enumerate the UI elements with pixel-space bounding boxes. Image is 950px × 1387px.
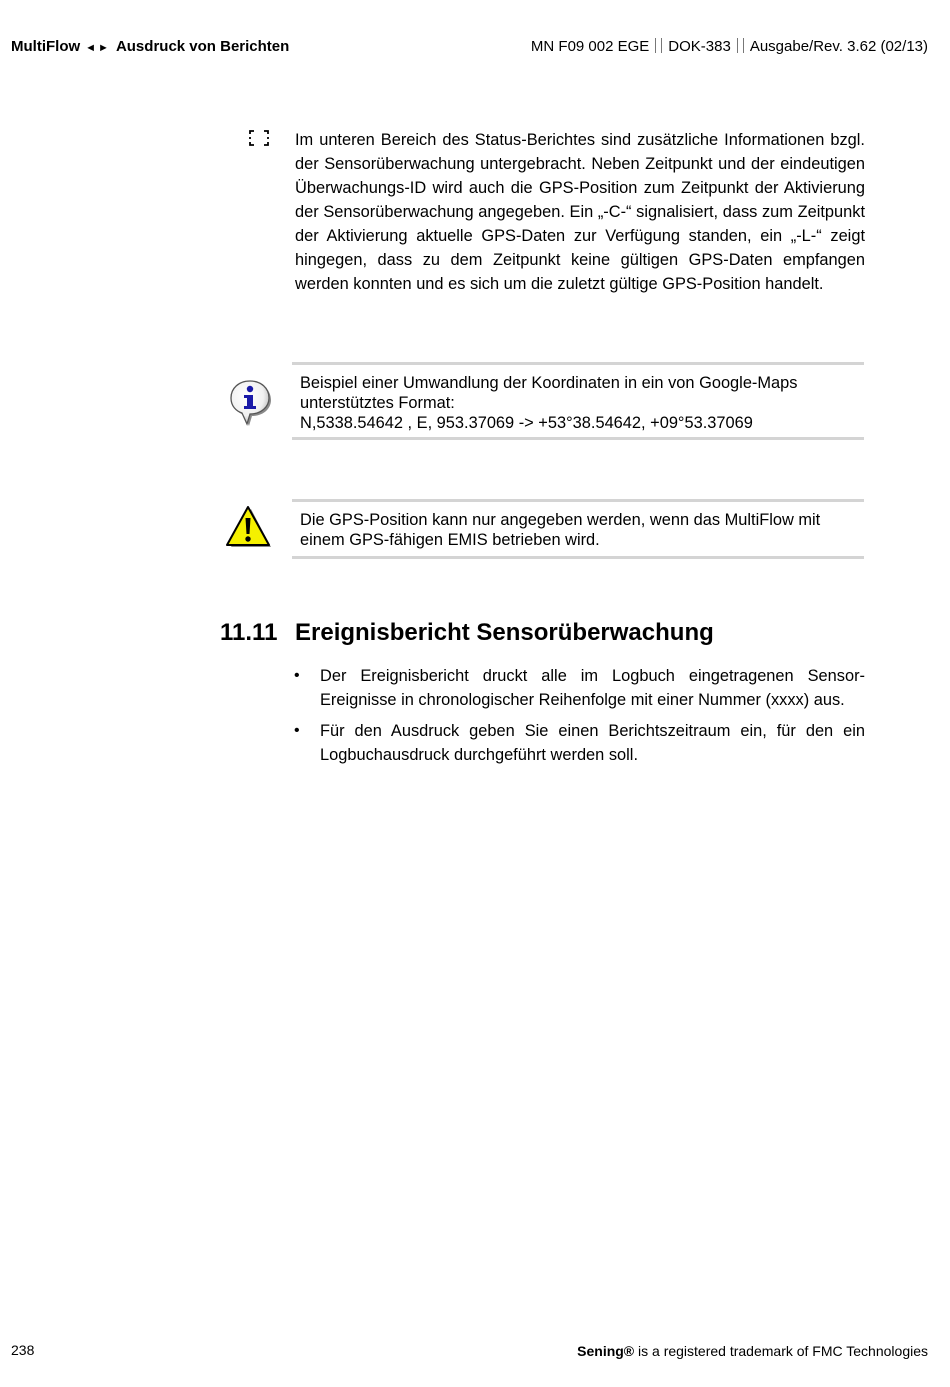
header-doc-number: MN F09 002 EGE	[530, 38, 650, 55]
trademark-notice	[577, 1343, 928, 1359]
section-title: Ereignisbericht Sensorüberwachung	[295, 619, 714, 646]
header-separator	[655, 38, 662, 53]
intro-paragraph: Im unteren Bereich des Status-Berichtes sind zusätzliche Informationen bzgl. der Sensorüberwachung untergebracht. Neben Zeitpunkt und der eindeutigen Überwachungs-ID wird auch die GPS-Position zum Zeitpunkt der Aktivierung der Sensorüberwachung angegeben. Ein „-C-“ signalisiert, dass zum Zeitpunkt der Aktivierung aktuelle GPS-Daten zur Verfügung standen, ein „-L-“ zeigt hingegen, dass zu dem Zeitpunkt keine gültigen GPS-Daten empfangen werden konnten und es sich um die zuletzt gültige GPS-Position handelt.	[295, 131, 865, 293]
warning-box-line: Die GPS-Position kann nur angegeben werden, wenn das MultiFlow mit	[300, 511, 821, 529]
header-doc-info	[531, 38, 928, 55]
bullet-icon: •	[294, 667, 300, 684]
info-box-text	[300, 373, 797, 433]
page-footer	[11, 1342, 928, 1362]
warning-icon	[225, 505, 273, 551]
info-icon	[227, 378, 273, 426]
list-item-text: Für den Ausdruck geben Sie einen Berichtszeitraum ein, für den ein Logbuchausdruck durchgeführt werden soll.	[320, 722, 865, 764]
list-item	[292, 719, 865, 767]
header-revision: Ausgabe/Rev. 3.62 (02/13)	[749, 38, 928, 55]
header-breadcrumb	[11, 38, 289, 55]
header-doc-code: DOK-383	[668, 38, 731, 55]
section-number: 11.11	[220, 619, 278, 646]
warning-box-text	[300, 510, 820, 550]
info-box-line: unterstütztes Format:	[300, 394, 455, 412]
brand-name: Sening®	[577, 1343, 635, 1359]
header-chapter: Ausdruck von Berichten	[115, 38, 290, 55]
bullet-icon: •	[294, 722, 300, 739]
header-product: MultiFlow	[11, 38, 81, 55]
info-box-line: N,5338.54642 , E, 953.37069 -> +53°38.54642, +09°53.37069	[300, 414, 753, 432]
trademark-text: is a registered trademark of FMC Technologies	[634, 1343, 928, 1359]
list-item-text: Der Ereignisbericht druckt alle im Logbuch eingetragenen Sensor-Ereignisse in chronologischer Reihenfolge mit einer Nummer (xxxx) aus.	[320, 667, 865, 709]
header-separator	[737, 38, 744, 53]
list-item	[292, 664, 865, 712]
warning-box-line: einem GPS-fähigen EMIS betrieben wird.	[300, 531, 600, 549]
info-box-line: Beispiel einer Umwandlung der Koordinaten in ein von Google-Maps	[300, 374, 798, 392]
note-bracket-icon	[248, 128, 270, 148]
warning-box	[292, 499, 864, 559]
bullet-list	[292, 664, 865, 774]
info-box	[292, 362, 864, 440]
page-number: 238	[11, 1342, 35, 1358]
page-header	[11, 38, 928, 58]
header-arrows: ◄►	[85, 42, 111, 54]
